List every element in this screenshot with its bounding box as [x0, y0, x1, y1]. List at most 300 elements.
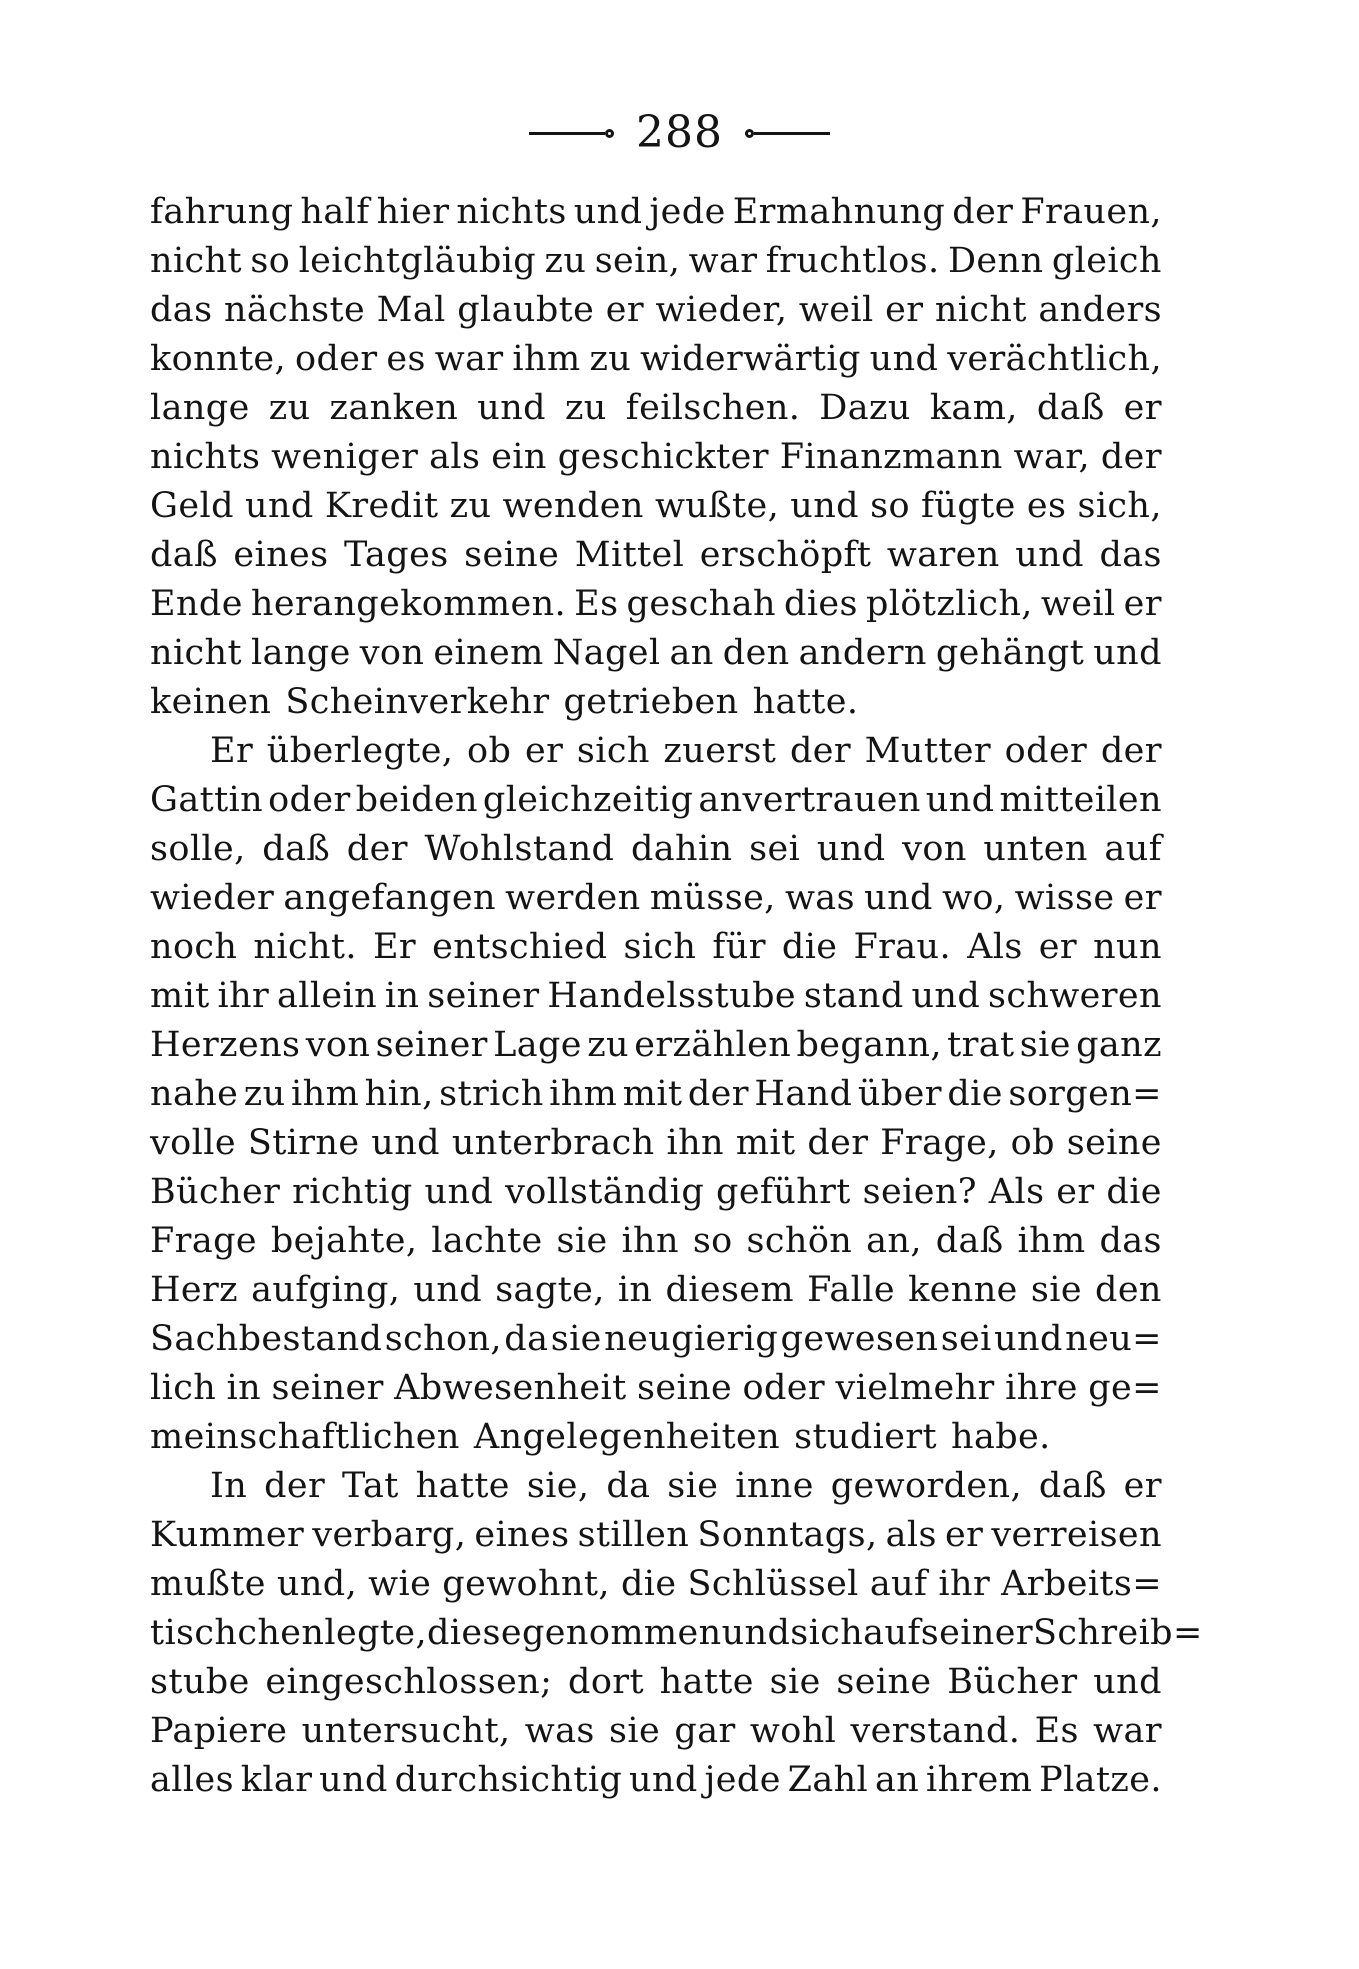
- word: hatte: [659, 1661, 754, 1702]
- word: müsse,: [649, 877, 776, 918]
- word: Es: [574, 583, 619, 624]
- word: oder: [742, 1367, 826, 1408]
- word: weil: [1040, 583, 1116, 624]
- word: Arbeits=: [1001, 1563, 1162, 1604]
- word: neugierig: [604, 1318, 779, 1359]
- word: nichts: [150, 436, 261, 477]
- word: als: [429, 436, 481, 477]
- word: was: [524, 1710, 595, 1751]
- word: lich: [150, 1367, 217, 1408]
- word: Frau.: [853, 926, 952, 967]
- word: getrieben: [563, 681, 739, 722]
- word: verächtlich,: [947, 338, 1162, 379]
- word: war: [688, 240, 758, 281]
- word: hatte: [415, 1465, 510, 1506]
- word: das: [150, 289, 213, 330]
- word: verbarg,: [312, 1514, 467, 1555]
- word: erzählen: [634, 1024, 792, 1065]
- word: nächste: [223, 289, 366, 330]
- word: seiner: [920, 1612, 1033, 1653]
- word: nun: [1093, 926, 1162, 967]
- word: gehängt: [935, 632, 1085, 673]
- word: und: [816, 828, 886, 869]
- text-line: [150, 334, 1162, 383]
- word: in: [617, 1269, 653, 1310]
- word: den: [722, 632, 790, 673]
- word: herangekommen.: [250, 583, 567, 624]
- word: entschied: [432, 926, 608, 967]
- word: weil: [798, 289, 874, 330]
- word: tischchen: [150, 1612, 325, 1653]
- word: mit: [735, 1122, 796, 1163]
- word: vielmehr: [835, 1367, 995, 1408]
- word: war: [434, 338, 504, 379]
- word: Angelegenheiten: [473, 1416, 781, 1457]
- word: Sachbestand: [150, 1318, 383, 1359]
- word: der: [687, 1073, 749, 1114]
- word: Schreib=: [1033, 1612, 1203, 1653]
- word: wenden: [502, 485, 644, 526]
- word: was: [784, 877, 855, 918]
- word: seine: [637, 1367, 733, 1408]
- word: war: [1093, 1710, 1162, 1751]
- word: leichtgläubig: [298, 240, 537, 281]
- word: zu: [587, 1024, 629, 1065]
- word: dies: [784, 583, 858, 624]
- word: und: [1093, 1661, 1162, 1702]
- text-line: [150, 1412, 1162, 1461]
- word: lachte: [431, 1220, 543, 1261]
- word: anders: [1038, 289, 1162, 330]
- word: klar: [240, 1759, 313, 1800]
- word: mit: [150, 975, 210, 1016]
- word: Mal: [376, 289, 446, 330]
- word: und: [925, 779, 995, 820]
- word: an,: [866, 1220, 922, 1261]
- word: unterbrach: [451, 1122, 655, 1163]
- word: Denn: [947, 240, 1044, 281]
- word: war,: [1013, 436, 1091, 477]
- word: sorgen=: [1008, 1073, 1162, 1114]
- word: mußte: [150, 1563, 266, 1604]
- word: konnte,: [150, 338, 287, 379]
- word: seiner: [375, 1024, 488, 1065]
- word: und: [869, 338, 939, 379]
- word: Herz: [150, 1269, 239, 1310]
- word: In: [210, 1465, 248, 1506]
- word: Wohlstand: [424, 828, 615, 869]
- word: und: [790, 485, 859, 526]
- word: aufging,: [251, 1269, 401, 1310]
- word: ob: [467, 730, 512, 771]
- word: das: [1099, 534, 1162, 575]
- word: glaubte: [457, 289, 595, 330]
- word: und: [721, 1612, 791, 1653]
- word: Abwesenheit: [394, 1367, 627, 1408]
- word: und,: [276, 1563, 358, 1604]
- word: der: [789, 730, 851, 771]
- word: von: [359, 632, 425, 673]
- word: auf: [863, 1612, 921, 1653]
- word: so: [692, 1220, 733, 1261]
- word: keinen: [150, 681, 272, 722]
- word: der: [952, 191, 1014, 232]
- word: ihm: [549, 1073, 618, 1114]
- word: und: [371, 1122, 440, 1163]
- word: waren: [886, 534, 1000, 575]
- word: und: [573, 191, 643, 232]
- word: begann,: [796, 1024, 942, 1065]
- word: stube: [150, 1661, 250, 1702]
- word: oder: [294, 338, 378, 379]
- word: und: [864, 877, 933, 918]
- word: lange: [150, 387, 250, 428]
- word: ein: [491, 436, 547, 477]
- word: von: [305, 1024, 371, 1065]
- word: ihn: [666, 1122, 724, 1163]
- word: der: [264, 1465, 326, 1506]
- word: Platze.: [1039, 1759, 1162, 1800]
- word: so: [250, 240, 291, 281]
- word: Frage,: [880, 1122, 999, 1163]
- word: daß: [1038, 1465, 1107, 1506]
- word: mitteilen: [999, 779, 1162, 820]
- word: Falle: [807, 1269, 895, 1310]
- word: fruchtlos.: [765, 240, 940, 281]
- text-line: [150, 579, 1162, 628]
- text-line: [150, 628, 1162, 677]
- word: ihm: [1017, 1220, 1086, 1261]
- word: Kredit: [324, 485, 439, 526]
- word: nicht: [934, 289, 1027, 330]
- text-line: [150, 1657, 1162, 1706]
- word: weniger: [271, 436, 419, 477]
- word: seiner: [271, 1367, 384, 1408]
- word: mit: [622, 1073, 683, 1114]
- text-line: [150, 1363, 1162, 1412]
- word: er: [524, 730, 564, 771]
- word: feilschen.: [625, 387, 801, 428]
- word: Hand: [754, 1073, 853, 1114]
- word: diese: [427, 1612, 522, 1653]
- word: hier: [376, 191, 450, 232]
- word: wo,: [942, 877, 1006, 918]
- word: Nagel: [552, 632, 661, 673]
- text-line: [150, 677, 1162, 726]
- text-line: [150, 383, 1162, 432]
- word: sich,: [1077, 485, 1162, 526]
- word: habe.: [951, 1416, 1051, 1457]
- page-number: 288: [636, 107, 723, 158]
- word: dahin: [630, 828, 733, 869]
- text-line: [150, 1069, 1162, 1118]
- word: zu: [544, 240, 587, 281]
- word: die: [947, 1073, 1003, 1114]
- word: sich: [623, 926, 697, 967]
- word: zu: [243, 1073, 286, 1114]
- word: untersucht,: [301, 1710, 511, 1751]
- word: meinschaftlichen: [150, 1416, 460, 1457]
- word: solle,: [150, 828, 246, 869]
- word: Er: [372, 926, 417, 967]
- right-ornament: [745, 129, 830, 138]
- body-text: [150, 187, 1203, 1804]
- word: eines: [233, 534, 329, 575]
- word: gewohnt,: [442, 1563, 610, 1604]
- word: an: [874, 1759, 920, 1800]
- word: erschöpft: [699, 534, 872, 575]
- word: einem: [433, 632, 544, 673]
- word: nichts: [456, 191, 567, 232]
- word: sie: [609, 1710, 661, 1751]
- word: gewesen: [780, 1318, 939, 1359]
- word: Kummer: [150, 1514, 305, 1555]
- word: Finanzmann: [779, 436, 1003, 477]
- text-line: [150, 1118, 1162, 1167]
- word: und: [413, 1269, 483, 1310]
- word: kam,: [929, 387, 1018, 428]
- word: daß: [935, 1220, 1004, 1261]
- word: vollständig: [505, 1171, 705, 1212]
- word: da: [606, 1465, 651, 1506]
- word: über: [857, 1073, 942, 1114]
- word: geschah: [626, 583, 776, 624]
- word: in: [384, 975, 420, 1016]
- word: gar: [674, 1710, 736, 1751]
- text-line: [150, 1706, 1162, 1755]
- word: als: [885, 1514, 937, 1555]
- word: jede: [649, 191, 726, 232]
- word: fahrung: [150, 191, 294, 232]
- word: beiden: [355, 779, 478, 820]
- word: nicht: [150, 632, 242, 673]
- text-line: [150, 1755, 1162, 1804]
- word: daß: [150, 534, 218, 575]
- word: überlegte,: [266, 730, 454, 771]
- word: Stirne: [247, 1122, 360, 1163]
- word: oder: [1004, 730, 1088, 771]
- word: zuerst: [663, 730, 777, 771]
- word: wisse: [1014, 877, 1115, 918]
- word: geschickter: [557, 436, 769, 477]
- word: wieder: [150, 877, 275, 918]
- word: jede: [704, 1759, 781, 1800]
- word: Ende: [150, 583, 243, 624]
- word: Er: [210, 730, 254, 771]
- page-header: [0, 108, 1359, 158]
- word: nicht: [150, 240, 242, 281]
- word: kenne: [908, 1269, 1018, 1310]
- word: Tat: [342, 1465, 399, 1506]
- word: gleich: [1051, 240, 1162, 281]
- word: er: [1123, 877, 1162, 918]
- word: sei: [940, 1318, 992, 1359]
- text-line: [150, 1020, 1162, 1069]
- word: plötzlich,: [865, 583, 1033, 624]
- word: und: [994, 1318, 1063, 1359]
- word: das: [1099, 1220, 1162, 1261]
- word: der: [1100, 436, 1162, 477]
- word: und: [245, 485, 314, 526]
- left-ornament: [529, 129, 614, 138]
- word: auf: [1104, 828, 1162, 869]
- word: strich: [439, 1073, 544, 1114]
- ornament-rule: [754, 132, 830, 135]
- word: er: [885, 289, 924, 330]
- word: er: [605, 289, 645, 330]
- word: und: [911, 975, 981, 1016]
- word: ihre: [1005, 1367, 1078, 1408]
- word: Es: [1034, 1710, 1079, 1751]
- word: schon,: [384, 1318, 502, 1359]
- word: Dazu: [819, 387, 911, 428]
- word: seine: [1066, 1122, 1162, 1163]
- word: nahe: [150, 1073, 239, 1114]
- word: oder: [268, 779, 351, 820]
- text-line: [150, 824, 1162, 873]
- word: den: [1095, 1269, 1162, 1310]
- word: allein: [276, 975, 378, 1016]
- text-line: [150, 432, 1162, 481]
- word: Als: [967, 926, 1023, 967]
- word: sich: [576, 730, 650, 771]
- word: Gattin: [150, 779, 264, 820]
- word: er: [1123, 1465, 1162, 1506]
- word: da: [504, 1318, 549, 1359]
- text-line: [150, 481, 1162, 530]
- word: wohl: [749, 1710, 837, 1751]
- word: hatte.: [752, 681, 859, 722]
- word: dort: [568, 1661, 644, 1702]
- word: ihrem: [925, 1759, 1033, 1800]
- word: und: [1015, 534, 1084, 575]
- word: alles: [150, 1759, 234, 1800]
- word: seiner: [427, 975, 540, 1016]
- text-line: [150, 971, 1162, 1020]
- word: unten: [983, 828, 1088, 869]
- word: Sonntags,: [697, 1514, 878, 1555]
- word: Frage: [150, 1220, 257, 1261]
- word: Zahl: [787, 1759, 869, 1800]
- word: Geld: [150, 485, 234, 526]
- word: schweren: [988, 975, 1162, 1016]
- word: und: [629, 1759, 698, 1800]
- word: noch: [150, 926, 238, 967]
- text-line: [150, 1510, 1162, 1559]
- word: andern: [798, 632, 927, 673]
- word: genommen: [522, 1612, 722, 1653]
- word: inne: [735, 1465, 814, 1506]
- word: eines: [474, 1514, 570, 1555]
- word: und: [477, 387, 546, 428]
- word: seine: [836, 1661, 932, 1702]
- word: zanken: [329, 387, 459, 428]
- word: Ermahnung: [732, 191, 946, 232]
- word: er: [1123, 583, 1162, 624]
- word: wieder,: [655, 289, 788, 330]
- word: sein,: [594, 240, 681, 281]
- word: verstand.: [850, 1710, 1021, 1751]
- word: verreisen: [991, 1514, 1162, 1555]
- word: anvertrauen: [698, 779, 921, 820]
- word: er: [1123, 387, 1162, 428]
- text-line: [150, 873, 1162, 922]
- word: geführt: [716, 1171, 851, 1212]
- word: angefangen: [283, 877, 496, 918]
- word: eingeschlossen;: [265, 1661, 553, 1702]
- text-line: [150, 1461, 1162, 1510]
- word: hin,: [364, 1073, 434, 1114]
- word: zu: [589, 338, 632, 379]
- word: Frauen,: [1020, 191, 1162, 232]
- text-line: [150, 1608, 1203, 1657]
- text-line: [150, 1265, 1162, 1314]
- word: wie: [368, 1563, 432, 1604]
- word: diesem: [665, 1269, 795, 1310]
- text-line: [150, 726, 1162, 775]
- word: es: [1026, 485, 1067, 526]
- text-line: [150, 1559, 1162, 1608]
- word: stand: [803, 975, 904, 1016]
- ornament-rule: [529, 132, 605, 135]
- word: ihn: [621, 1220, 679, 1261]
- word: sagte,: [495, 1269, 605, 1310]
- word: der: [1100, 730, 1162, 771]
- word: half: [300, 191, 370, 232]
- word: an: [669, 632, 714, 673]
- word: der: [346, 828, 408, 869]
- word: nicht.: [253, 926, 357, 967]
- word: Handelsstube: [547, 975, 797, 1016]
- word: neu=: [1065, 1318, 1162, 1359]
- word: Lage: [493, 1024, 582, 1065]
- word: wußte,: [654, 485, 780, 526]
- word: sie: [1019, 1024, 1071, 1065]
- word: sie: [550, 1318, 602, 1359]
- word: Schlüssel: [687, 1563, 859, 1604]
- word: und: [1093, 632, 1162, 673]
- word: die: [781, 926, 838, 967]
- word: Mutter: [864, 730, 992, 771]
- word: trat: [947, 1024, 1015, 1065]
- word: ge=: [1088, 1367, 1162, 1408]
- word: Scheinverkehr: [285, 681, 550, 722]
- word: Herzens: [150, 1024, 301, 1065]
- ornament-dot: [745, 129, 754, 138]
- word: der: [807, 1122, 869, 1163]
- word: von: [902, 828, 967, 869]
- word: Papiere: [150, 1710, 288, 1751]
- word: für: [712, 926, 766, 967]
- word: richtig: [292, 1171, 413, 1212]
- text-line: [150, 1167, 1162, 1216]
- word: gleichzeitig: [482, 779, 694, 820]
- word: werden: [505, 877, 641, 918]
- word: daß: [1036, 387, 1105, 428]
- text-line: [150, 285, 1162, 334]
- word: und: [319, 1759, 388, 1800]
- word: volle: [150, 1122, 236, 1163]
- word: Tages: [344, 534, 449, 575]
- word: sie: [556, 1220, 608, 1261]
- word: seien?: [862, 1171, 977, 1212]
- word: bejahte,: [270, 1220, 418, 1261]
- word: es: [386, 338, 426, 379]
- text-line: [150, 1314, 1162, 1363]
- word: zu: [564, 387, 607, 428]
- text-line: [150, 236, 1162, 285]
- word: fügte: [921, 485, 1016, 526]
